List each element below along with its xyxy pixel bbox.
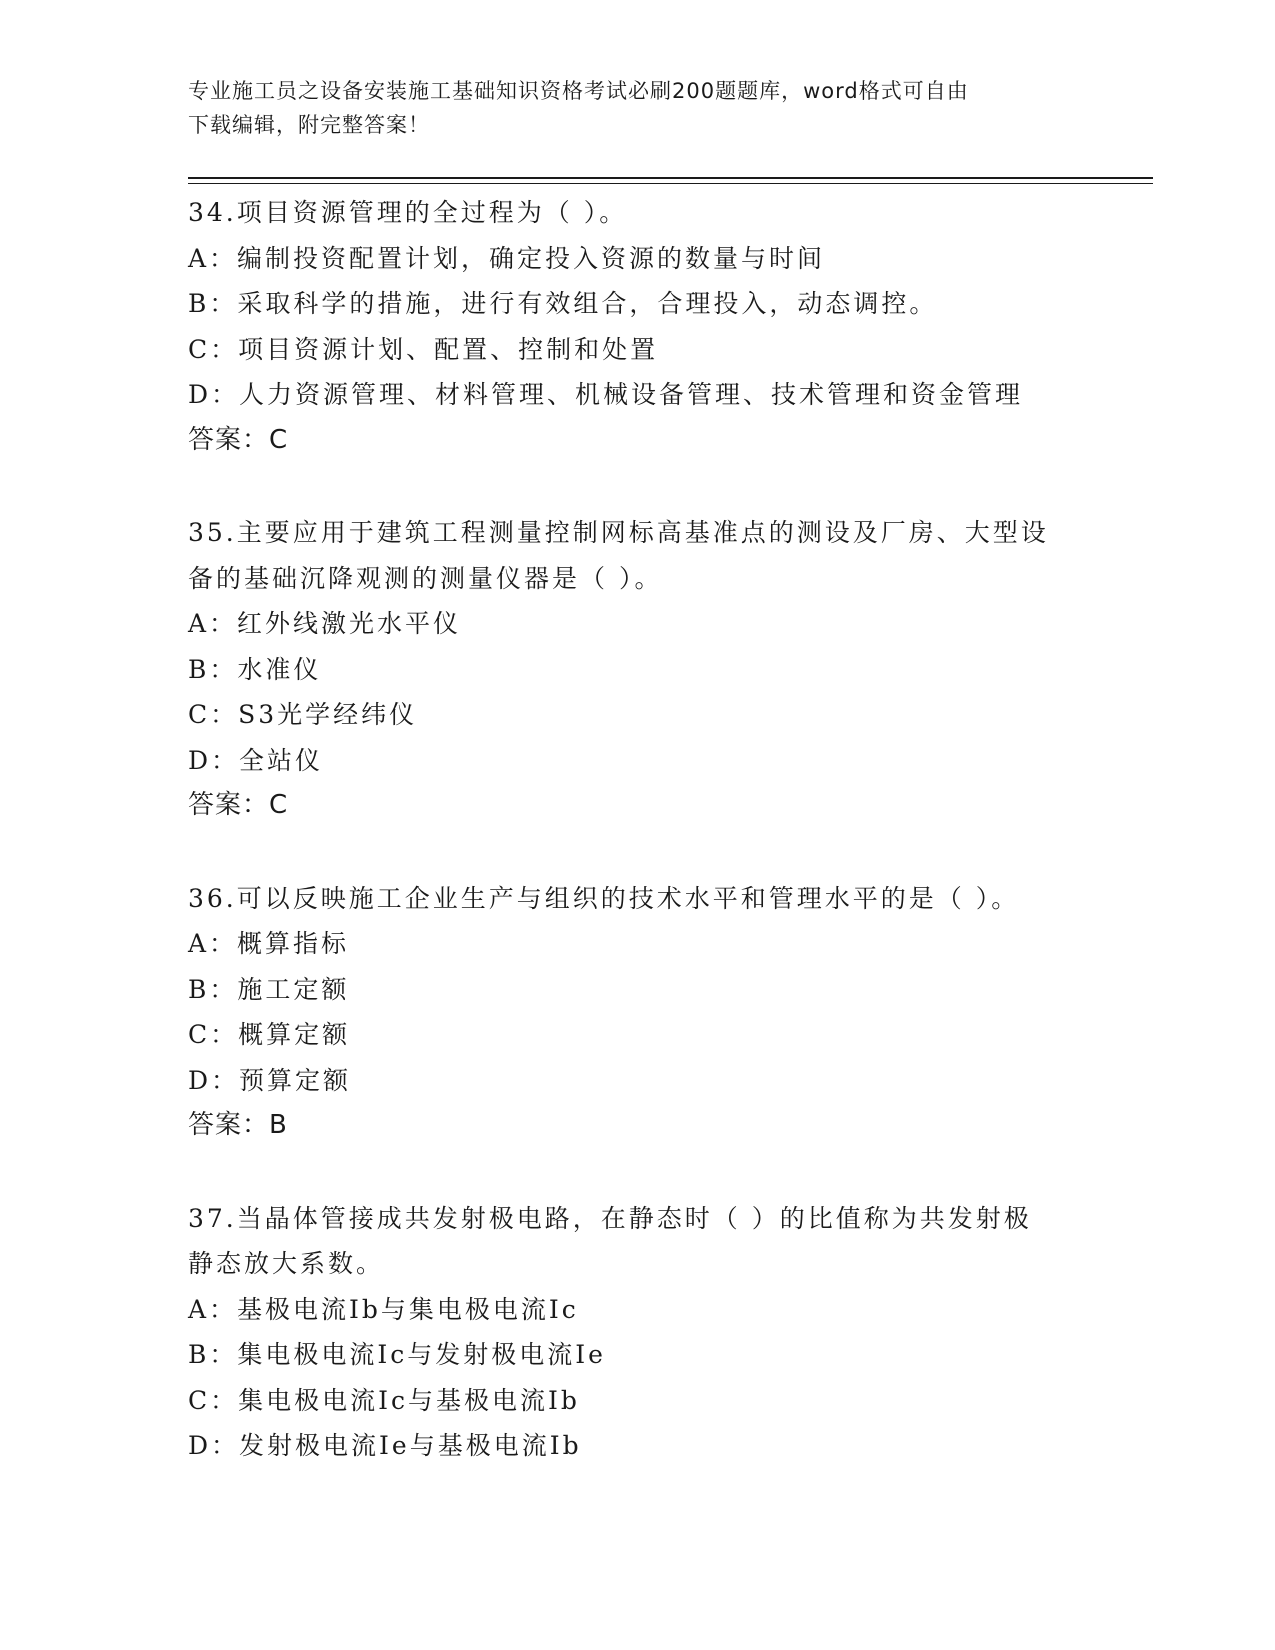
document-header [188, 74, 1068, 142]
option-a: A：概算指标 [188, 929, 350, 958]
option-b: B：采取科学的措施，进行有效组合，合理投入，动态调控。 [188, 289, 938, 318]
option-c: C：项目资源计划、配置、控制和处置 [188, 334, 659, 364]
option-d: D：发射极电流Ie与基极电流Ib [188, 1431, 582, 1460]
option-a: A：基极电流Ib与集电极电流Ic [188, 1294, 579, 1324]
question-list [188, 190, 1088, 1516]
option-c: C：集电极电流Ic与基极电流Ib [188, 1385, 580, 1415]
option-b: B：集电极电流Ic与发射极电流Ie [188, 1340, 606, 1369]
option-d: D：人力资源管理、材料管理、机械设备管理、技术管理和资金管理 [188, 380, 1024, 409]
question-stem: 35.主要应用于建筑工程测量控制网标高基准点的测设及厂房、大型设 [188, 518, 1049, 547]
option-b: B：水准仪 [188, 654, 322, 684]
question-stem: 34.项目资源管理的全过程为（ ）。 [188, 198, 628, 227]
option-c: C：S3光学经纬仪 [188, 700, 418, 729]
question-stem: 36.可以反映施工企业生产与组织的技术水平和管理水平的是（ ）。 [188, 883, 1020, 913]
question-stem: 37.当晶体管接成共发射极电路，在静态时（ ）的比值称为共发射极 [188, 1203, 1032, 1233]
answer-line: 答案：B [188, 1110, 288, 1140]
question-37 [188, 1196, 1088, 1469]
header-line: 专业施工员之设备安装施工基础知识资格考试必刷200题题库，word格式可自由 [188, 79, 969, 103]
question-35 [188, 510, 1088, 829]
header-divider-thick [188, 177, 1153, 179]
question-36 [188, 876, 1088, 1149]
option-d: D：全站仪 [188, 745, 324, 775]
option-b: B：施工定额 [188, 974, 350, 1004]
question-34 [188, 190, 1088, 463]
question-stem: 静态放大系数。 [188, 1249, 385, 1278]
answer-line: 答案：C [188, 424, 289, 455]
header-divider-thin [188, 183, 1153, 184]
option-d: D：预算定额 [188, 1065, 352, 1095]
option-a: A：编制投资配置计划，确定投入资源的数量与时间 [188, 243, 826, 273]
question-stem: 备的基础沉降观测的测量仪器是（ ）。 [188, 563, 663, 593]
option-c: C：概算定额 [188, 1020, 351, 1049]
option-a: A：红外线激光水平仪 [188, 609, 462, 638]
header-line: 下载编辑，附完整答案！ [188, 113, 430, 137]
answer-line: 答案：C [188, 790, 289, 820]
